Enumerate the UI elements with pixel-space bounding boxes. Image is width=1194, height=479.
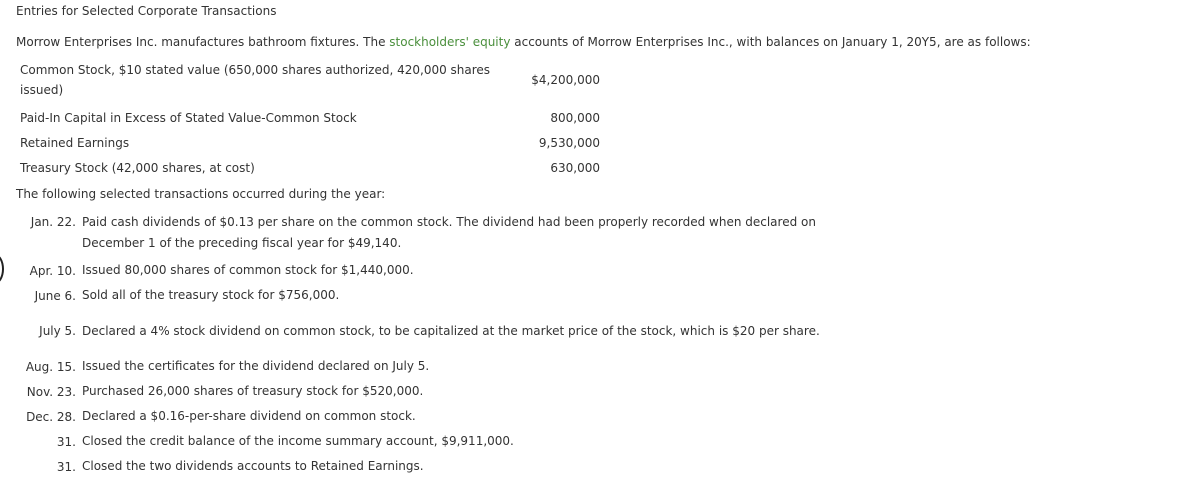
transaction-date: Nov. 23.: [26, 384, 76, 399]
transaction-date: Jan. 22.: [30, 215, 76, 229]
transaction-text: Declared a 4% stock dividend on common stock, to be capitalized at the market price of the stock, which is $20 per share.: [82, 323, 820, 338]
balance-amount: 9,530,000: [538, 136, 600, 150]
transaction-item: [0, 212, 820, 258]
transaction-date: Aug. 15.: [25, 359, 76, 374]
transactions-intro: The following selected transactions occurred during the year:: [16, 187, 386, 201]
intro-text-after: accounts of Morrow Enterprises Inc., with balances on January 1, 20Y5, are as follows:: [510, 35, 1031, 49]
transaction-item: [0, 354, 820, 379]
balance-amount: $4,200,000: [531, 72, 600, 87]
transaction-date: Dec. 28.: [26, 409, 76, 424]
balance-label: Common Stock, $10 stated value (650,000 shares authorized, 420,000 shares issued): [20, 63, 491, 97]
transaction-date: 31.: [56, 459, 76, 474]
transaction-item: [0, 308, 820, 354]
transactions-list: [0, 212, 820, 479]
page-title: Entries for Selected Corporate Transactions: [16, 4, 277, 18]
balance-label: Treasury Stock (42,000 shares, at cost): [20, 161, 255, 175]
transaction-date: July 5.: [39, 324, 76, 338]
balance-row: [20, 131, 600, 156]
transaction-item: [0, 404, 820, 429]
balance-row: [20, 60, 600, 100]
transaction-text: Issued the certificates for the dividend declared on July 5.: [82, 359, 430, 373]
intro-paragraph: [16, 34, 1031, 50]
transaction-text: Declared a $0.16-per-share dividend on common stock.: [82, 409, 416, 423]
balances-table: [20, 60, 600, 181]
balance-row: [20, 156, 600, 181]
balance-label: Retained Earnings: [20, 136, 130, 150]
transaction-item: [0, 454, 820, 479]
transaction-text: Sold all of the treasury stock for $756,000.: [82, 288, 340, 302]
balance-label: Paid-In Capital in Excess of Stated Value-Common Stock: [20, 111, 357, 125]
transaction-item: [0, 283, 820, 308]
transaction-date: June 6.: [34, 288, 76, 303]
balance-row: [20, 106, 600, 131]
stockholders-equity-link[interactable]: stockholders' equity: [389, 35, 511, 49]
balance-amount: 800,000: [550, 111, 600, 125]
transaction-text: Closed the two dividends accounts to Retained Earnings.: [82, 459, 424, 473]
transaction-item: [0, 429, 820, 454]
transaction-text: Paid cash dividends of $0.13 per share on the common stock. The dividend had been properly recorded when declared on December 1 of the preceding fiscal year for $49,140.: [82, 215, 816, 250]
transaction-item: [0, 258, 820, 283]
transaction-date: Apr. 10.: [29, 263, 76, 278]
transaction-date: 31.: [56, 434, 76, 449]
transaction-text: Issued 80,000 shares of common stock for $1,440,000.: [82, 263, 414, 277]
transaction-item: [0, 379, 820, 404]
transaction-text: Purchased 26,000 shares of treasury stock for $520,000.: [82, 384, 424, 398]
transaction-text: Closed the credit balance of the income summary account, $9,911,000.: [82, 434, 514, 448]
intro-text-before: Morrow Enterprises Inc. manufactures bathroom fixtures. The: [16, 35, 390, 49]
balance-amount: 630,000: [550, 161, 600, 175]
